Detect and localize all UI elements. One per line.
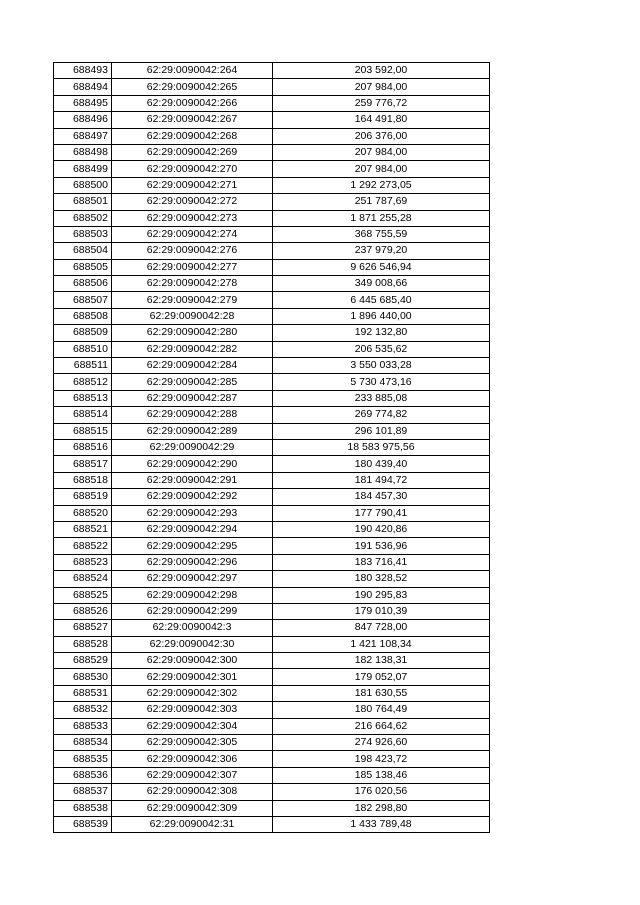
table-body <box>54 63 490 833</box>
cadastral-value-cell: 179 010,39 <box>273 603 490 619</box>
cadastral-number-cell: 62:29:0090042:279 <box>112 292 273 308</box>
cadastral-number-cell: 62:29:0090042:271 <box>112 177 273 193</box>
cadastral-number-cell: 62:29:0090042:302 <box>112 685 273 701</box>
cadastral-number-cell: 62:29:0090042:295 <box>112 538 273 554</box>
cadastral-value-cell: 6 445 685,40 <box>273 292 490 308</box>
cadastral-value-cell: 3 550 033,28 <box>273 358 490 374</box>
cadastral-number-cell: 62:29:0090042:299 <box>112 603 273 619</box>
cadastral-value-cell: 9 626 546,94 <box>273 259 490 275</box>
cadastral-number-cell: 62:29:0090042:264 <box>112 63 273 79</box>
record-number-cell: 688513 <box>54 390 112 406</box>
cadastral-value-cell: 1 433 789,48 <box>273 816 490 832</box>
cadastral-number-cell: 62:29:0090042:274 <box>112 226 273 242</box>
table-row <box>54 816 490 832</box>
cadastral-number-cell: 62:29:0090042:29 <box>112 439 273 455</box>
record-number-cell: 688502 <box>54 210 112 226</box>
cadastral-number-cell: 62:29:0090042:267 <box>112 112 273 128</box>
record-number-cell: 688531 <box>54 685 112 701</box>
table-row <box>54 308 490 324</box>
record-number-cell: 688536 <box>54 767 112 783</box>
record-number-cell: 688510 <box>54 341 112 357</box>
cadastral-value-cell: 180 439,40 <box>273 456 490 472</box>
record-number-cell: 688527 <box>54 620 112 636</box>
cadastral-number-cell: 62:29:0090042:293 <box>112 505 273 521</box>
cadastral-value-cell: 184 457,30 <box>273 489 490 505</box>
record-number-cell: 688537 <box>54 784 112 800</box>
cadastral-value-cell: 190 295,83 <box>273 587 490 603</box>
cadastral-value-cell: 164 491,80 <box>273 112 490 128</box>
record-number-cell: 688538 <box>54 800 112 816</box>
record-number-cell: 688517 <box>54 456 112 472</box>
record-number-cell: 688493 <box>54 63 112 79</box>
record-number-cell: 688523 <box>54 554 112 570</box>
record-number-cell: 688525 <box>54 587 112 603</box>
cadastral-value-cell: 177 790,41 <box>273 505 490 521</box>
cadastral-value-cell: 5 730 473,16 <box>273 374 490 390</box>
record-number-cell: 688519 <box>54 489 112 505</box>
cadastral-value-cell: 18 583 975,56 <box>273 439 490 455</box>
table-row <box>54 620 490 636</box>
table-row <box>54 79 490 95</box>
cadastral-value-cell: 274 926,60 <box>273 735 490 751</box>
cadastral-value-cell: 847 728,00 <box>273 620 490 636</box>
table-row <box>54 226 490 242</box>
record-number-cell: 688521 <box>54 521 112 537</box>
cadastral-number-cell: 62:29:0090042:266 <box>112 95 273 111</box>
cadastral-number-cell: 62:29:0090042:289 <box>112 423 273 439</box>
table-row <box>54 276 490 292</box>
record-number-cell: 688500 <box>54 177 112 193</box>
record-number-cell: 688509 <box>54 325 112 341</box>
table-row <box>54 423 490 439</box>
cadastral-value-cell: 183 716,41 <box>273 554 490 570</box>
cadastral-value-table <box>53 62 490 833</box>
table-row <box>54 128 490 144</box>
record-number-cell: 688530 <box>54 669 112 685</box>
record-number-cell: 688534 <box>54 735 112 751</box>
cadastral-number-cell: 62:29:0090042:284 <box>112 358 273 374</box>
cadastral-number-cell: 62:29:0090042:306 <box>112 751 273 767</box>
cadastral-value-cell: 191 536,96 <box>273 538 490 554</box>
table-row <box>54 669 490 685</box>
cadastral-value-cell: 207 984,00 <box>273 144 490 160</box>
table-row <box>54 489 490 505</box>
cadastral-value-cell: 368 755,59 <box>273 226 490 242</box>
cadastral-value-cell: 190 420,86 <box>273 521 490 537</box>
table-row <box>54 751 490 767</box>
cadastral-number-cell: 62:29:0090042:31 <box>112 816 273 832</box>
record-number-cell: 688497 <box>54 128 112 144</box>
cadastral-value-cell: 237 979,20 <box>273 243 490 259</box>
cadastral-number-cell: 62:29:0090042:297 <box>112 571 273 587</box>
table-row <box>54 636 490 652</box>
cadastral-value-cell: 207 984,00 <box>273 79 490 95</box>
table-row <box>54 341 490 357</box>
cadastral-number-cell: 62:29:0090042:292 <box>112 489 273 505</box>
cadastral-number-cell: 62:29:0090042:265 <box>112 79 273 95</box>
record-number-cell: 688529 <box>54 653 112 669</box>
record-number-cell: 688518 <box>54 472 112 488</box>
cadastral-value-cell: 180 328,52 <box>273 571 490 587</box>
record-number-cell: 688496 <box>54 112 112 128</box>
cadastral-value-cell: 198 423,72 <box>273 751 490 767</box>
cadastral-number-cell: 62:29:0090042:307 <box>112 767 273 783</box>
cadastral-number-cell: 62:29:0090042:277 <box>112 259 273 275</box>
record-number-cell: 688515 <box>54 423 112 439</box>
table-row <box>54 144 490 160</box>
record-number-cell: 688526 <box>54 603 112 619</box>
table-row <box>54 161 490 177</box>
table-row <box>54 603 490 619</box>
cadastral-value-cell: 1 292 273,05 <box>273 177 490 193</box>
record-number-cell: 688498 <box>54 144 112 160</box>
cadastral-number-cell: 62:29:0090042:305 <box>112 735 273 751</box>
record-number-cell: 688501 <box>54 194 112 210</box>
record-number-cell: 688494 <box>54 79 112 95</box>
record-number-cell: 688505 <box>54 259 112 275</box>
table-row <box>54 571 490 587</box>
cadastral-number-cell: 62:29:0090042:273 <box>112 210 273 226</box>
cadastral-value-cell: 251 787,69 <box>273 194 490 210</box>
cadastral-number-cell: 62:29:0090042:290 <box>112 456 273 472</box>
cadastral-number-cell: 62:29:0090042:285 <box>112 374 273 390</box>
table-row <box>54 521 490 537</box>
cadastral-number-cell: 62:29:0090042:300 <box>112 653 273 669</box>
cadastral-number-cell: 62:29:0090042:304 <box>112 718 273 734</box>
table-row <box>54 784 490 800</box>
cadastral-value-cell: 1 896 440,00 <box>273 308 490 324</box>
table-row <box>54 95 490 111</box>
record-number-cell: 688522 <box>54 538 112 554</box>
table-row <box>54 735 490 751</box>
cadastral-value-cell: 269 774,82 <box>273 407 490 423</box>
table-row <box>54 653 490 669</box>
cadastral-value-cell: 179 052,07 <box>273 669 490 685</box>
cadastral-value-cell: 349 008,66 <box>273 276 490 292</box>
cadastral-value-cell: 180 764,49 <box>273 702 490 718</box>
table-row <box>54 439 490 455</box>
cadastral-number-cell: 62:29:0090042:28 <box>112 308 273 324</box>
cadastral-value-cell: 1 421 108,34 <box>273 636 490 652</box>
cadastral-value-cell: 1 871 255,28 <box>273 210 490 226</box>
cadastral-value-cell: 296 101,89 <box>273 423 490 439</box>
cadastral-value-cell: 259 776,72 <box>273 95 490 111</box>
record-number-cell: 688533 <box>54 718 112 734</box>
table-row <box>54 800 490 816</box>
table-row <box>54 472 490 488</box>
record-number-cell: 688507 <box>54 292 112 308</box>
cadastral-number-cell: 62:29:0090042:278 <box>112 276 273 292</box>
table-row <box>54 210 490 226</box>
cadastral-value-cell: 206 376,00 <box>273 128 490 144</box>
cadastral-value-cell: 192 132,80 <box>273 325 490 341</box>
table-row <box>54 456 490 472</box>
record-number-cell: 688535 <box>54 751 112 767</box>
record-number-cell: 688532 <box>54 702 112 718</box>
table-row <box>54 538 490 554</box>
record-number-cell: 688514 <box>54 407 112 423</box>
cadastral-number-cell: 62:29:0090042:301 <box>112 669 273 685</box>
record-number-cell: 688524 <box>54 571 112 587</box>
cadastral-number-cell: 62:29:0090042:296 <box>112 554 273 570</box>
cadastral-number-cell: 62:29:0090042:280 <box>112 325 273 341</box>
record-number-cell: 688508 <box>54 308 112 324</box>
table-row <box>54 358 490 374</box>
record-number-cell: 688506 <box>54 276 112 292</box>
cadastral-number-cell: 62:29:0090042:288 <box>112 407 273 423</box>
record-number-cell: 688539 <box>54 816 112 832</box>
cadastral-number-cell: 62:29:0090042:272 <box>112 194 273 210</box>
record-number-cell: 688511 <box>54 358 112 374</box>
cadastral-value-cell: 233 885,08 <box>273 390 490 406</box>
table-row <box>54 767 490 783</box>
cadastral-number-cell: 62:29:0090042:282 <box>112 341 273 357</box>
record-number-cell: 688504 <box>54 243 112 259</box>
cadastral-number-cell: 62:29:0090042:269 <box>112 144 273 160</box>
cadastral-number-cell: 62:29:0090042:268 <box>112 128 273 144</box>
record-number-cell: 688499 <box>54 161 112 177</box>
table-row <box>54 112 490 128</box>
cadastral-value-cell: 185 138,46 <box>273 767 490 783</box>
table-row <box>54 259 490 275</box>
cadastral-value-cell: 182 138,31 <box>273 653 490 669</box>
cadastral-number-cell: 62:29:0090042:3 <box>112 620 273 636</box>
table-row <box>54 325 490 341</box>
cadastral-value-cell: 176 020,56 <box>273 784 490 800</box>
table-row <box>54 587 490 603</box>
cadastral-value-cell: 182 298,80 <box>273 800 490 816</box>
cadastral-number-cell: 62:29:0090042:308 <box>112 784 273 800</box>
cadastral-number-cell: 62:29:0090042:287 <box>112 390 273 406</box>
cadastral-value-cell: 181 630,55 <box>273 685 490 701</box>
cadastral-number-cell: 62:29:0090042:276 <box>112 243 273 259</box>
table-row <box>54 63 490 79</box>
cadastral-value-cell: 206 535,62 <box>273 341 490 357</box>
table-row <box>54 685 490 701</box>
record-number-cell: 688495 <box>54 95 112 111</box>
cadastral-number-cell: 62:29:0090042:30 <box>112 636 273 652</box>
record-number-cell: 688512 <box>54 374 112 390</box>
cadastral-value-cell: 216 664,62 <box>273 718 490 734</box>
table-row <box>54 390 490 406</box>
cadastral-number-cell: 62:29:0090042:298 <box>112 587 273 603</box>
record-number-cell: 688528 <box>54 636 112 652</box>
table-row <box>54 374 490 390</box>
cadastral-number-cell: 62:29:0090042:309 <box>112 800 273 816</box>
table-row <box>54 194 490 210</box>
cadastral-value-cell: 203 592,00 <box>273 63 490 79</box>
cadastral-value-cell: 181 494,72 <box>273 472 490 488</box>
cadastral-number-cell: 62:29:0090042:303 <box>112 702 273 718</box>
cadastral-number-cell: 62:29:0090042:294 <box>112 521 273 537</box>
cadastral-number-cell: 62:29:0090042:291 <box>112 472 273 488</box>
table-row <box>54 292 490 308</box>
table-row <box>54 407 490 423</box>
table-row <box>54 718 490 734</box>
table-row <box>54 243 490 259</box>
record-number-cell: 688503 <box>54 226 112 242</box>
record-number-cell: 688520 <box>54 505 112 521</box>
table-row <box>54 505 490 521</box>
cadastral-number-cell: 62:29:0090042:270 <box>112 161 273 177</box>
table-row <box>54 177 490 193</box>
table-row <box>54 554 490 570</box>
cadastral-value-cell: 207 984,00 <box>273 161 490 177</box>
table-row <box>54 702 490 718</box>
record-number-cell: 688516 <box>54 439 112 455</box>
